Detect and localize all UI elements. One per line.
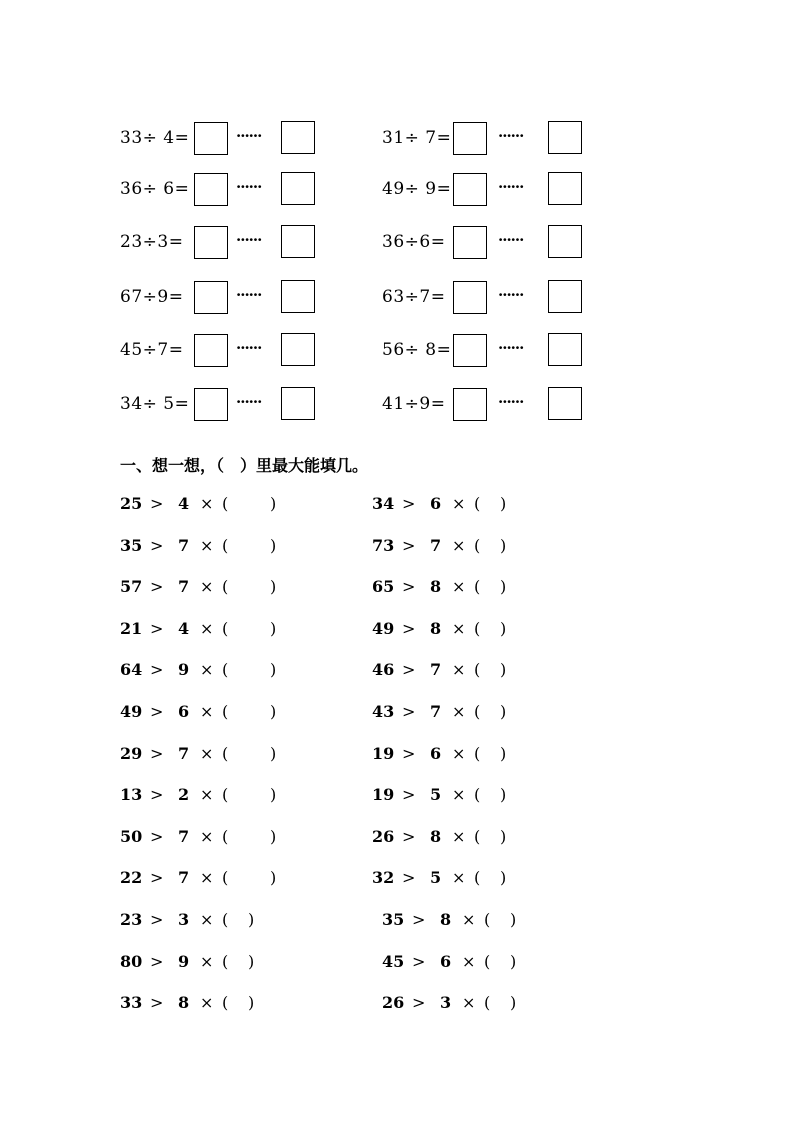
greater-than-sign: >: [150, 910, 164, 929]
left-paren: (: [484, 952, 491, 971]
right-paren: ): [510, 993, 517, 1012]
greater-than-sign: >: [150, 619, 164, 638]
remainder-dots: ······: [498, 339, 524, 357]
times-sign: ×: [452, 494, 466, 513]
division-equation: 49÷ 9=: [382, 179, 452, 199]
right-paren: ): [500, 744, 507, 763]
quotient-answer-box[interactable]: [453, 334, 487, 367]
multiplier-number: 7: [178, 868, 190, 887]
dividend-number: 35: [120, 536, 143, 555]
right-paren: ): [500, 494, 507, 513]
comparison-item: [120, 494, 276, 514]
left-paren: (: [222, 619, 229, 638]
comparison-item: [382, 952, 516, 972]
greater-than-sign: >: [150, 660, 164, 679]
left-paren: (: [222, 744, 229, 763]
multiplier-number: 7: [430, 536, 442, 555]
multiplier-number: 8: [430, 619, 442, 638]
left-paren: (: [222, 868, 229, 887]
multiplier-number: 4: [178, 494, 190, 513]
left-paren: (: [222, 494, 229, 513]
left-paren: (: [474, 744, 481, 763]
times-sign: ×: [200, 910, 214, 929]
right-paren: ): [500, 619, 507, 638]
dividend-number: 35: [382, 910, 405, 929]
division-equation: 63÷7=: [382, 287, 446, 307]
dividend-number: 34: [372, 494, 395, 513]
division-equation: 67÷9=: [120, 287, 184, 307]
greater-than-sign: >: [402, 660, 416, 679]
left-paren: (: [222, 660, 229, 679]
comparison-item: [120, 660, 276, 680]
greater-than-sign: >: [150, 785, 164, 804]
remainder-answer-box[interactable]: [281, 333, 315, 366]
comparison-item: [372, 577, 506, 597]
right-paren: ): [248, 952, 255, 971]
times-sign: ×: [452, 577, 466, 596]
comparison-item: [382, 993, 516, 1013]
dividend-number: 45: [382, 952, 405, 971]
remainder-answer-box[interactable]: [281, 121, 315, 154]
comparison-item: [120, 536, 276, 556]
left-paren: (: [474, 494, 481, 513]
left-paren: (: [474, 785, 481, 804]
comparison-item: [372, 827, 506, 847]
times-sign: ×: [200, 619, 214, 638]
right-paren: ): [500, 868, 507, 887]
right-paren: ): [270, 868, 277, 887]
dividend-number: 57: [120, 577, 143, 596]
times-sign: ×: [200, 993, 214, 1012]
dividend-number: 19: [372, 785, 395, 804]
remainder-dots: ······: [498, 127, 524, 145]
remainder-answer-box[interactable]: [548, 333, 582, 366]
comparison-item: [120, 785, 276, 805]
times-sign: ×: [200, 827, 214, 846]
division-equation: 34÷ 5=: [120, 394, 190, 414]
comparison-item: [372, 744, 506, 764]
dividend-number: 64: [120, 660, 143, 679]
greater-than-sign: >: [412, 993, 426, 1012]
greater-than-sign: >: [402, 868, 416, 887]
right-paren: ): [500, 577, 507, 596]
multiplier-number: 3: [178, 910, 190, 929]
dividend-number: 49: [372, 619, 395, 638]
remainder-answer-box[interactable]: [281, 387, 315, 420]
division-equation: 45÷7=: [120, 340, 184, 360]
multiplier-number: 7: [178, 536, 190, 555]
greater-than-sign: >: [402, 744, 416, 763]
times-sign: ×: [200, 868, 214, 887]
left-paren: (: [474, 868, 481, 887]
right-paren: ): [270, 785, 277, 804]
quotient-answer-box[interactable]: [453, 226, 487, 259]
right-paren: ): [500, 702, 507, 721]
times-sign: ×: [452, 868, 466, 887]
dividend-number: 23: [120, 910, 143, 929]
times-sign: ×: [452, 702, 466, 721]
remainder-answer-box[interactable]: [548, 121, 582, 154]
greater-than-sign: >: [150, 868, 164, 887]
greater-than-sign: >: [402, 536, 416, 555]
dividend-number: 25: [120, 494, 143, 513]
left-paren: (: [222, 577, 229, 596]
dividend-number: 33: [120, 993, 143, 1012]
greater-than-sign: >: [150, 744, 164, 763]
left-paren: (: [474, 536, 481, 555]
quotient-answer-box[interactable]: [453, 388, 487, 421]
remainder-answer-box[interactable]: [281, 172, 315, 205]
remainder-answer-box[interactable]: [548, 280, 582, 313]
right-paren: ): [270, 619, 277, 638]
times-sign: ×: [452, 619, 466, 638]
greater-than-sign: >: [402, 494, 416, 513]
quotient-answer-box[interactable]: [453, 122, 487, 155]
greater-than-sign: >: [150, 577, 164, 596]
remainder-answer-box[interactable]: [548, 387, 582, 420]
right-paren: ): [510, 910, 517, 929]
times-sign: ×: [200, 702, 214, 721]
quotient-answer-box[interactable]: [194, 122, 228, 155]
right-paren: ): [270, 494, 277, 513]
times-sign: ×: [462, 952, 476, 971]
remainder-dots: ······: [236, 286, 262, 304]
division-equation: 33÷ 4=: [120, 128, 190, 148]
multiplier-number: 4: [178, 619, 190, 638]
multiplier-number: 6: [440, 952, 452, 971]
dividend-number: 80: [120, 952, 143, 971]
right-paren: ): [270, 577, 277, 596]
dividend-number: 50: [120, 827, 143, 846]
section-heading: 一、想一想，（ ）里最大能填几。: [120, 456, 369, 475]
multiplier-number: 6: [430, 744, 442, 763]
dividend-number: 73: [372, 536, 395, 555]
multiplier-number: 7: [178, 744, 190, 763]
times-sign: ×: [452, 827, 466, 846]
left-paren: (: [474, 619, 481, 638]
remainder-dots: ······: [236, 127, 262, 145]
times-sign: ×: [200, 660, 214, 679]
times-sign: ×: [452, 536, 466, 555]
left-paren: (: [222, 952, 229, 971]
remainder-dots: ······: [236, 393, 262, 411]
comparison-item: [372, 536, 506, 556]
dividend-number: 29: [120, 744, 143, 763]
multiplier-number: 8: [430, 827, 442, 846]
quotient-answer-box[interactable]: [194, 334, 228, 367]
remainder-dots: ······: [236, 339, 262, 357]
dividend-number: 49: [120, 702, 143, 721]
right-paren: ): [270, 536, 277, 555]
remainder-dots: ······: [498, 178, 524, 196]
left-paren: (: [484, 993, 491, 1012]
remainder-dots: ······: [236, 231, 262, 249]
quotient-answer-box[interactable]: [453, 173, 487, 206]
multiplier-number: 7: [178, 577, 190, 596]
multiplier-number: 7: [178, 827, 190, 846]
comparison-item: [120, 619, 276, 639]
dividend-number: 21: [120, 619, 143, 638]
dividend-number: 32: [372, 868, 395, 887]
left-paren: (: [474, 660, 481, 679]
left-paren: (: [222, 827, 229, 846]
comparison-item: [120, 868, 276, 888]
greater-than-sign: >: [150, 952, 164, 971]
greater-than-sign: >: [402, 577, 416, 596]
comparison-item: [372, 785, 506, 805]
multiplier-number: 9: [178, 660, 190, 679]
left-paren: (: [484, 910, 491, 929]
multiplier-number: 5: [430, 785, 442, 804]
dividend-number: 26: [372, 827, 395, 846]
division-equation: 56÷ 8=: [382, 340, 452, 360]
times-sign: ×: [200, 536, 214, 555]
division-equation: 36÷6=: [382, 232, 446, 252]
greater-than-sign: >: [402, 827, 416, 846]
greater-than-sign: >: [402, 785, 416, 804]
right-paren: ): [500, 536, 507, 555]
greater-than-sign: >: [150, 494, 164, 513]
left-paren: (: [222, 993, 229, 1012]
times-sign: ×: [452, 744, 466, 763]
comparison-item: [120, 952, 254, 972]
comparison-item: [120, 827, 276, 847]
multiplier-number: 7: [430, 702, 442, 721]
right-paren: ): [270, 827, 277, 846]
left-paren: (: [222, 536, 229, 555]
comparison-item: [120, 702, 276, 722]
comparison-item: [120, 577, 276, 597]
left-paren: (: [474, 702, 481, 721]
right-paren: ): [270, 744, 277, 763]
comparison-item: [372, 868, 506, 888]
right-paren: ): [510, 952, 517, 971]
greater-than-sign: >: [412, 910, 426, 929]
times-sign: ×: [200, 494, 214, 513]
multiplier-number: 6: [430, 494, 442, 513]
comparison-item: [382, 910, 516, 930]
remainder-dots: ······: [498, 393, 524, 411]
multiplier-number: 9: [178, 952, 190, 971]
dividend-number: 46: [372, 660, 395, 679]
division-equation: 41÷9=: [382, 394, 446, 414]
comparison-item: [372, 702, 506, 722]
remainder-answer-box[interactable]: [548, 225, 582, 258]
right-paren: ): [500, 785, 507, 804]
comparison-item: [120, 744, 276, 764]
greater-than-sign: >: [150, 536, 164, 555]
multiplier-number: 8: [178, 993, 190, 1012]
comparison-item: [120, 910, 254, 930]
greater-than-sign: >: [150, 993, 164, 1012]
comparison-item: [372, 494, 506, 514]
times-sign: ×: [200, 744, 214, 763]
quotient-answer-box[interactable]: [194, 281, 228, 314]
greater-than-sign: >: [150, 827, 164, 846]
left-paren: (: [222, 910, 229, 929]
multiplier-number: 5: [430, 868, 442, 887]
comparison-item: [372, 619, 506, 639]
remainder-dots: ······: [236, 178, 262, 196]
times-sign: ×: [452, 785, 466, 804]
comparison-item: [120, 993, 254, 1013]
remainder-answer-box[interactable]: [281, 225, 315, 258]
multiplier-number: 2: [178, 785, 190, 804]
division-equation: 23÷3=: [120, 232, 184, 252]
times-sign: ×: [200, 952, 214, 971]
right-paren: ): [248, 993, 255, 1012]
greater-than-sign: >: [150, 702, 164, 721]
greater-than-sign: >: [402, 702, 416, 721]
left-paren: (: [222, 785, 229, 804]
division-equation: 31÷ 7=: [382, 128, 452, 148]
dividend-number: 13: [120, 785, 143, 804]
times-sign: ×: [200, 785, 214, 804]
quotient-answer-box[interactable]: [453, 281, 487, 314]
right-paren: ): [248, 910, 255, 929]
right-paren: ): [270, 702, 277, 721]
left-paren: (: [222, 702, 229, 721]
multiplier-number: 6: [178, 702, 190, 721]
remainder-answer-box[interactable]: [548, 172, 582, 205]
greater-than-sign: >: [402, 619, 416, 638]
division-equation: 36÷ 6=: [120, 179, 190, 199]
remainder-dots: ······: [498, 231, 524, 249]
dividend-number: 65: [372, 577, 395, 596]
right-paren: ): [270, 660, 277, 679]
multiplier-number: 3: [440, 993, 452, 1012]
right-paren: ): [500, 827, 507, 846]
times-sign: ×: [462, 910, 476, 929]
times-sign: ×: [462, 993, 476, 1012]
times-sign: ×: [200, 577, 214, 596]
dividend-number: 43: [372, 702, 395, 721]
multiplier-number: 8: [440, 910, 452, 929]
remainder-answer-box[interactable]: [281, 280, 315, 313]
dividend-number: 26: [382, 993, 405, 1012]
quotient-answer-box[interactable]: [194, 173, 228, 206]
left-paren: (: [474, 827, 481, 846]
comparison-item: [372, 660, 506, 680]
multiplier-number: 7: [430, 660, 442, 679]
times-sign: ×: [452, 660, 466, 679]
right-paren: ): [500, 660, 507, 679]
quotient-answer-box[interactable]: [194, 388, 228, 421]
left-paren: (: [474, 577, 481, 596]
quotient-answer-box[interactable]: [194, 226, 228, 259]
dividend-number: 19: [372, 744, 395, 763]
greater-than-sign: >: [412, 952, 426, 971]
remainder-dots: ······: [498, 286, 524, 304]
multiplier-number: 8: [430, 577, 442, 596]
dividend-number: 22: [120, 868, 143, 887]
